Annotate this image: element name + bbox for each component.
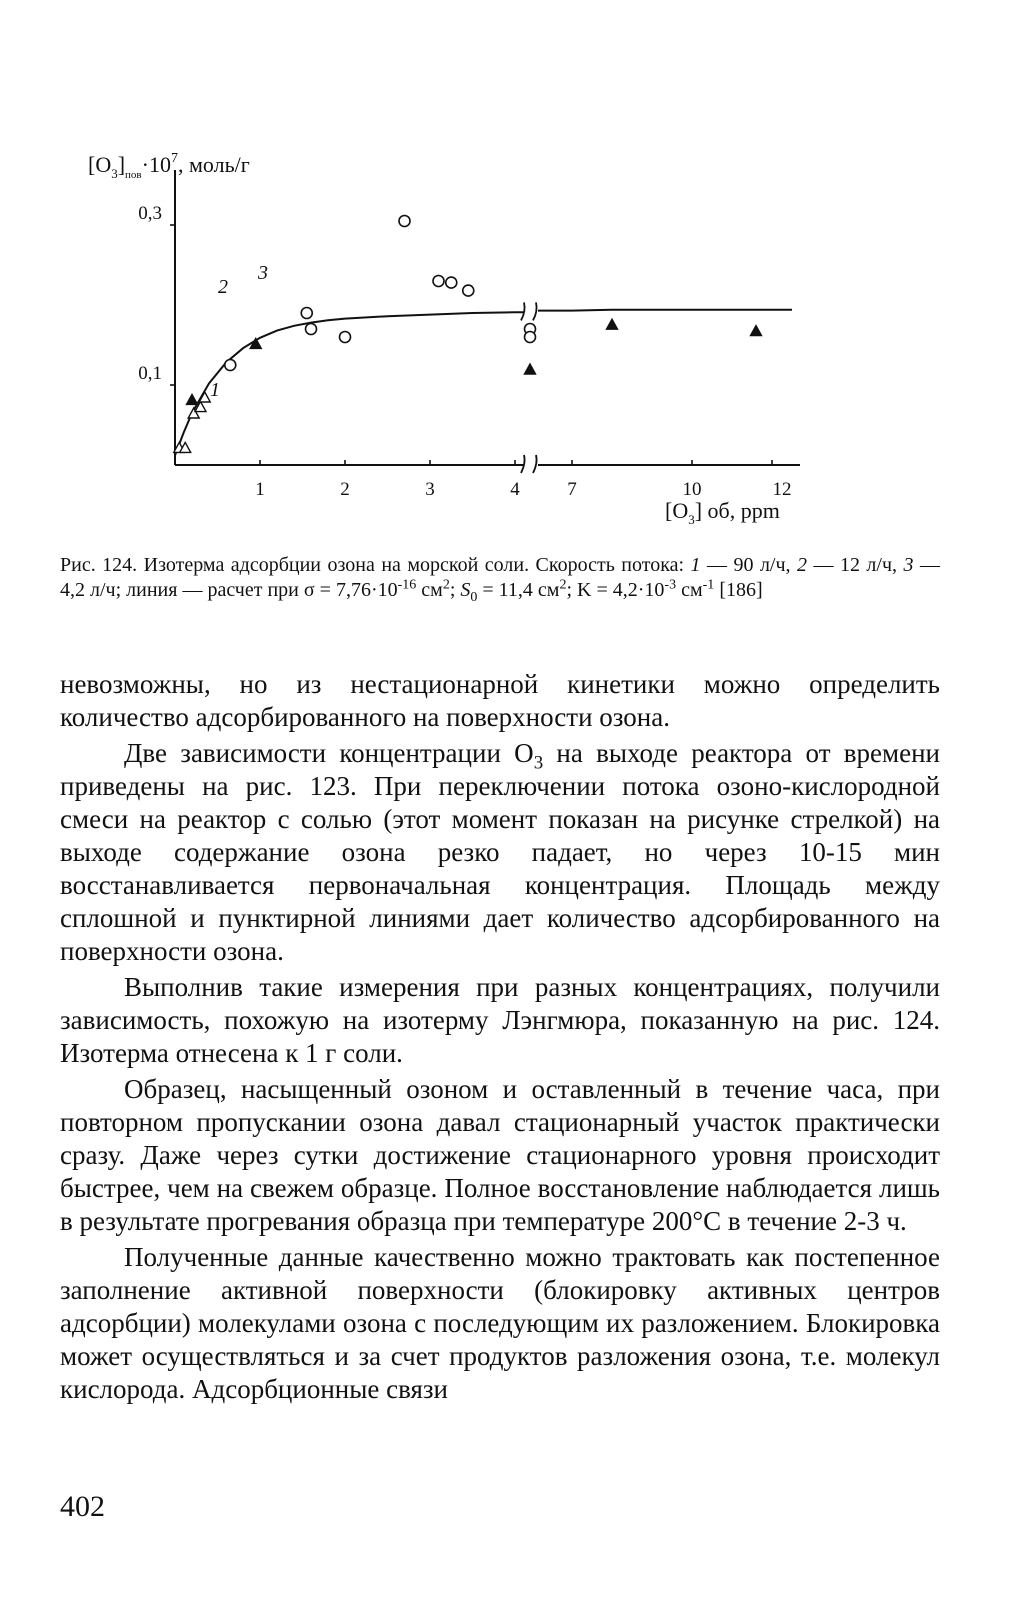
fit-curve [175, 302, 792, 455]
data-point-series-2 [433, 276, 444, 287]
x-tick-label: 10 [682, 479, 702, 500]
x-tick-label: 3 [425, 479, 435, 500]
series-label-1: 1 [210, 379, 220, 401]
x-tick-label: 1 [255, 479, 265, 500]
y-tick-label: 0,1 [138, 363, 162, 384]
curve-break-mark [533, 302, 537, 320]
x-tick-label: 12 [772, 479, 792, 500]
figure-caption: Рис. 124. Изотерма адсорбции озона на морской соли. Скорость потока: 1 — 90 л/ч, 2 — 12 л/ч, 3 — 4,2 л/ч; линия — расчет при $\sigma = 7,76\cdot 10^{-16}$ $см^2$; $S_0 = 11,4$ $см^2$; $K = 4,2\cdot 10^{-3}$ $см^{-1}$ [186] [60, 554, 940, 605]
paragraph: Полученные данные качественно можно трактовать как постепенное заполнение активной поверхности (блокировку активных центров адсорбции) молекулами озона с последующим их разложением. Блокировка может осуществляться и за счет продуктов разложения озона, т.е. молекул кислорода. Адсорбционные связи [60, 1242, 940, 1404]
page-number: 402 [60, 1490, 105, 1523]
isotherm-chart [60, 130, 920, 540]
y-tick-label: 0,3 [138, 203, 162, 224]
data-point-series-2 [340, 332, 351, 343]
x-axis-break-mark [533, 455, 537, 473]
paragraph: Образец, насыщенный озоном и оставленный в течение часа, при повторном пропускании озона давал стационарный участок практически сразу. Даже через сутки достижение стационарного уровня происходит быстрее, чем на свежем образце. Полное восстановление наблюдается лишь в результате прогревания образца при температуре 200°C в течение 2-3 ч. [60, 1074, 940, 1236]
series-label-3: 3 [258, 262, 268, 284]
data-point-series-2 [463, 285, 474, 296]
x-axis-label: $[O_3]$ об, ppm [665, 498, 780, 527]
data-point-series-2 [446, 277, 457, 288]
axes [170, 170, 800, 473]
data-point-series-2 [301, 308, 312, 319]
y-axis-label: $[O_3]_{пов}\cdot 10^7$, моль/г [88, 151, 250, 181]
data-point-series-3 [187, 394, 198, 404]
data-point-series-3 [607, 319, 618, 329]
body-text [60, 668, 940, 1409]
paragraph: невозможны, но из нестационарной кинетики можно определить количество адсорбированного на поверхности озона. [60, 669, 940, 732]
data-points [174, 216, 762, 453]
data-point-series-2 [399, 216, 410, 227]
paragraph: Выполнив такие измерения при разных концентрациях, получили зависимость, похожую на изотерму Лэнгмюра, показанную на рис. 124. Изотерма отнесена к 1 г соли. [60, 972, 940, 1068]
data-point-series-3 [751, 326, 762, 336]
series-label-2: 2 [218, 276, 228, 298]
data-point-series-2 [225, 360, 236, 371]
x-tick-label: 4 [510, 479, 520, 500]
x-tick-label: 2 [340, 479, 350, 500]
x-tick-label: 7 [567, 479, 577, 500]
data-point-series-3 [525, 364, 536, 374]
data-point-series-2 [525, 332, 536, 343]
fit-curve-segment [538, 310, 792, 311]
paragraph: Две зависимости концентрации $O_3$ на выходе реактора от времени приведены на рис. 123. При переключении потока озоно-кислородной смеси на реактор с солью (этот момент показан на рисунке стрелкой) на выходе содержание озона резко падает, но через 10-15 мин восстанавливается первоначальная концентрация. Площадь между сплошной и пунктирной линиями дает количество адсорбированного на поверхности озона. [60, 738, 940, 966]
data-point-series-2 [306, 324, 317, 335]
